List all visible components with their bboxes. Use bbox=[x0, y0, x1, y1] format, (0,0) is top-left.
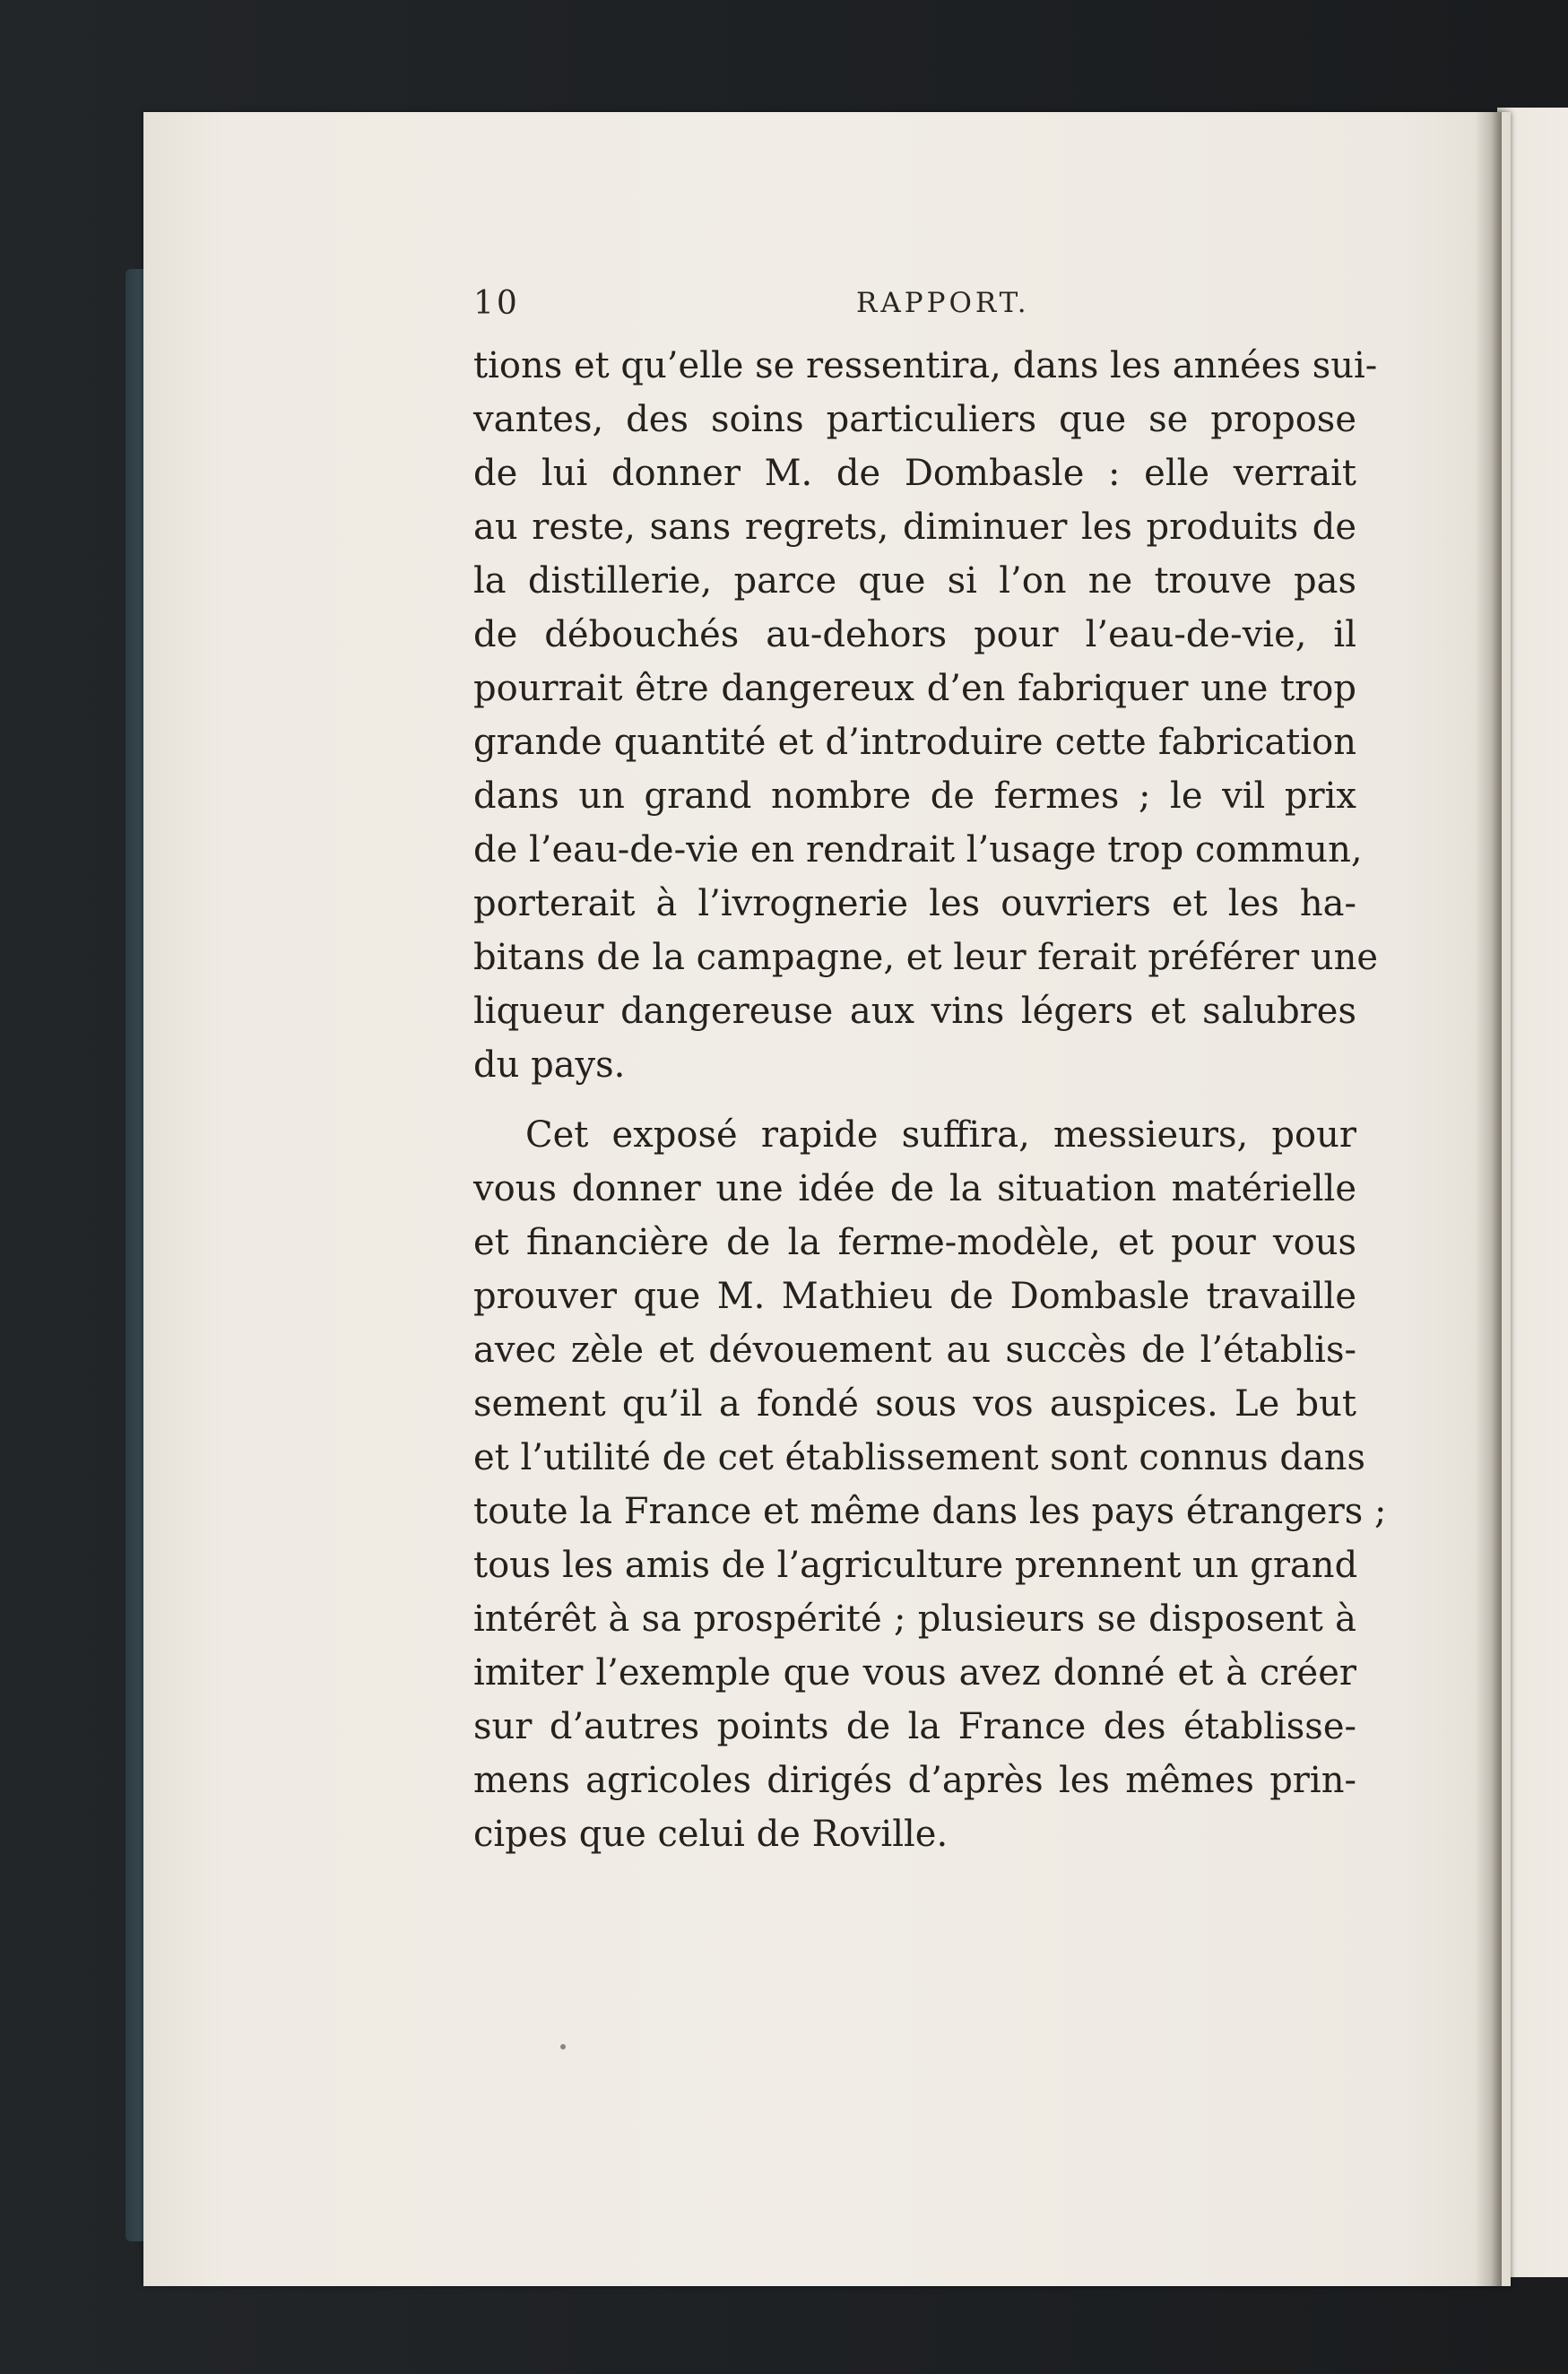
text-line: imiter l’exemple que vous avez donné et à créer bbox=[473, 1652, 1356, 1694]
running-head bbox=[473, 285, 1030, 330]
running-title: RAPPORT. bbox=[856, 287, 1030, 319]
text-line: du pays. bbox=[473, 1044, 626, 1086]
text-line: pourrait être dangereux d’en fabriquer une trop bbox=[473, 668, 1356, 709]
text-line: de lui donner M. de Dombasle : elle verrait bbox=[473, 453, 1356, 494]
text-line: intérêt à sa prospérité ; plusieurs se disposent à bbox=[473, 1599, 1356, 1640]
text-line: cipes que celui de Roville. bbox=[473, 1814, 949, 1855]
text-line: dans un grand nombre de fermes ; le vil prix bbox=[473, 775, 1356, 817]
text-line: tous les amis de l’agriculture prennent un grand bbox=[473, 1545, 1358, 1586]
text-line: porterait à l’ivrognerie les ouvriers et les ha- bbox=[473, 883, 1356, 924]
paragraph-1 bbox=[473, 339, 1379, 1092]
text-line: mens agricoles dirigés d’après les mêmes prin- bbox=[473, 1760, 1356, 1801]
text-line: et financière de la ferme-modèle, et pour vous bbox=[473, 1222, 1356, 1263]
paper-speck bbox=[560, 2044, 566, 2049]
text-line: de l’eau-de-vie en rendrait l’usage trop commun, bbox=[473, 829, 1363, 871]
text-line: avec zèle et dévouement au succès de l’établis- bbox=[473, 1330, 1356, 1371]
text-line: toute la France et même dans les pays étrangers ; bbox=[473, 1491, 1387, 1532]
text-line: sement qu’il a fondé sous vos auspices. Le but bbox=[473, 1383, 1356, 1425]
text-line: vantes, des soins particuliers que se propose bbox=[473, 399, 1356, 440]
text-line: vous donner une idée de la situation matérielle bbox=[473, 1168, 1356, 1209]
text-line: sur d’autres points de la France des établisse- bbox=[473, 1706, 1356, 1747]
text-line: bitans de la campagne, et leur ferait préférer une bbox=[473, 937, 1379, 978]
text-line: de débouchés au-dehors pour l’eau-de-vie, il bbox=[473, 614, 1356, 655]
page-gutter-shadow bbox=[1475, 112, 1502, 2286]
paragraph-2 bbox=[473, 1108, 1387, 1861]
page-number: 10 bbox=[473, 285, 520, 322]
text-line: grande quantité et d’introduire cette fabrication bbox=[473, 722, 1356, 763]
text-line: tions et qu’elle se ressentira, dans les années sui- bbox=[473, 345, 1378, 386]
text-line: au reste, sans regrets, diminuer les produits de bbox=[473, 507, 1356, 548]
text-line: et l’utilité de cet établissement sont connus dans bbox=[473, 1437, 1366, 1478]
text-line: prouver que M. Mathieu de Dombasle travaille bbox=[473, 1276, 1356, 1317]
text-line: la distillerie, parce que si l’on ne trouve pas bbox=[473, 560, 1356, 602]
text-line: liqueur dangereuse aux vins légers et salubres bbox=[473, 991, 1356, 1032]
text-line: Cet exposé rapide suffira, messieurs, pour bbox=[525, 1114, 1356, 1156]
